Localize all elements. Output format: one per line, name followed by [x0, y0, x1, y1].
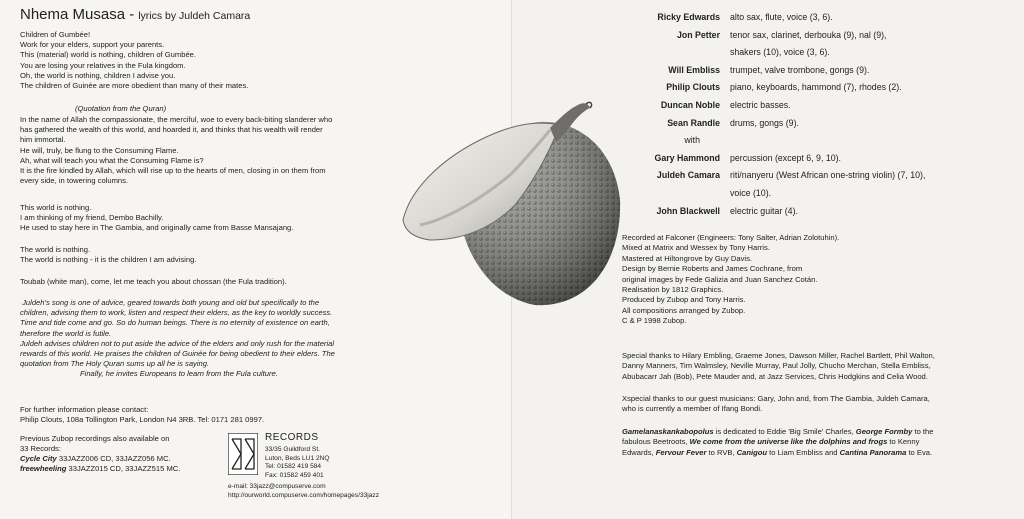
- credit-row: [620, 204, 1010, 222]
- musician-name: Ricky Edwards: [657, 12, 720, 22]
- special-thanks: Special thanks to Hilary Embling, Graeme Jones, Dawson Miller, Rachel Bartlett, Phil Walton, Danny Manners, Tim Walmsley, Neville Murray, Paul Jolly, Chucho Merchan, Stella Embliss, Abubacarr Jah (Bob), Pete Mauder and, at Jazz Services, Chris Hodgkins and Celia Wood.: [622, 351, 935, 381]
- album-catalog: 33JAZZ015 CD, 33JAZZ515 MC.: [66, 464, 181, 473]
- musician-name: John Blackwell: [656, 205, 720, 216]
- records-label: RECORDS: [265, 432, 319, 443]
- musician-role: shakers (10), voice (3, 6).: [730, 47, 830, 58]
- dedication-text: Edwards,: [622, 447, 656, 457]
- guest-thanks: Xspecial thanks to our guest musicians: Gary, John and, from The Gambia, Juldeh Camara, who is currently a member of Ifang Bondi.: [622, 394, 930, 414]
- musician-name: Gary Hammond: [654, 152, 720, 163]
- song-notes: Juldeh's song is one of advice, geared towards both young and old but specifically to the children, advising them to work, listen and respect their elders, as the key to worldly success. Time and tide come and go. So do human beings. There is no eternity of existence on earth, therefore the world is futile. Juldeh advises children not to put aside the advice of the elders and only rush for the material rewards of this world. He praises the children of Guinée for being obedient to their elders. The quotation from The Holy Quran sums up all he is saying.: [20, 298, 335, 369]
- album-catalog: 33JAZZ006 CD, 33JAZZ056 MC.: [56, 454, 171, 463]
- credit-row: [620, 80, 1010, 98]
- credit-row: [620, 28, 1010, 46]
- musician-role: electric guitar (4).: [730, 205, 798, 216]
- credit-row: [620, 116, 1010, 134]
- musician-role: percussion (except 6, 9, 10).: [730, 152, 841, 163]
- contact-address: Philip Clouts, 108a Tollington Park, London N4 3RB. Tel: 0171 281 0997.: [20, 415, 265, 424]
- musician-credits: [620, 10, 1010, 221]
- musician-name: Will Embliss: [668, 64, 720, 75]
- track-title: We come from the universe like the dolphins and frogs: [689, 437, 888, 447]
- credit-row: [620, 98, 1010, 116]
- credit-row: [620, 186, 1010, 204]
- previous-heading: Previous Zubop recordings also available on: [20, 434, 170, 443]
- credit-row: [620, 168, 1010, 186]
- 33-records-logo-icon: [228, 433, 258, 475]
- musician-role: voice (10).: [730, 187, 772, 198]
- musician-role: drums, gongs (9).: [730, 117, 799, 128]
- musician-name: Juldeh Camara: [656, 170, 720, 181]
- previous-item-2: [20, 464, 180, 474]
- records-address: 33/35 Guildford St. Luton, Beds LU1 2NQ Tel: 01582 419 584 Fax: 01582 459 401: [265, 446, 330, 479]
- contact-heading: For further information please contact:: [20, 405, 149, 414]
- musician-name: Philip Clouts: [666, 82, 720, 93]
- track-title: Canigou: [736, 447, 768, 457]
- title-text: Nhema Musasa -: [20, 6, 135, 23]
- dedications: [622, 427, 933, 458]
- quran-quote: In the name of Allah the compassionate, the merciful, woe to every back-biting slanderer who has gathered the wealth of this world, and hoarded it, and thinks that his wealth will render him immortal. He will, truly, be flung to the Consuming Flame. Ah, what will teach you what the Consuming Flame is? It is the fire kindled by Allah, which will rise up to the hearts of men, closing in on them from every side, in towering columns.: [20, 115, 333, 186]
- musician-name: Duncan Noble: [660, 99, 720, 110]
- musician-role: riti/nanyeru (West African one-string violin) (7, 10),: [730, 170, 926, 181]
- dedication-text: to Eva.: [906, 447, 933, 457]
- credit-row: [620, 133, 1010, 151]
- verse-1: Children of Gumbée! Work for your elders, support your parents. This (material) world is nothing, children of Gumbée. You are losing your relatives in the Fula kingdom. Oh, the world is nothing, children I advise you. The children of Guinée are more obedient than many of their mates.: [20, 30, 249, 91]
- musician-name: Jon Petter: [676, 29, 720, 40]
- track-title: Gamelanaskankabopolus: [622, 427, 714, 436]
- previous-label: 33 Records:: [20, 444, 61, 453]
- subtitle-text: lyrics by Juldeh Camara: [138, 10, 251, 22]
- dedication-text: to Kenny: [887, 437, 920, 447]
- song-title: [20, 6, 250, 24]
- credit-row: [620, 151, 1010, 169]
- quote-heading: (Quotation from the Quran): [75, 104, 167, 113]
- dedication-text: fabulous Beetroots,: [622, 437, 690, 447]
- production-credits: Recorded at Falconer (Engineers: Tony Salter, Adrian Zolotuhin). Mixed at Matrix and Wessex by Tony Harris. Mastered at Hiltongrove by Guy Davis. Design by Bernie Roberts and James Cochrane, from original images by Fede Galizia and Juan Sanchez Cotán. Realisation by 1812 Graphics. Produced by Zubop and Tony Harris. All compositions arranged by Zubop. C & P 1998 Zubop.: [622, 233, 840, 326]
- credit-row: [620, 10, 1010, 28]
- verse-3: The world is nothing. The world is nothing - it is the children I am advising.: [20, 245, 197, 265]
- credit-with: with: [684, 135, 700, 146]
- album-title: Cycle City: [20, 454, 57, 463]
- verse-2: This world is nothing. I am thinking of my friend, Dembo Bachilly. He used to stay here in The Gambia, and originally came from Basse Mansajang.: [20, 203, 294, 233]
- records-web: e-mail: 33jazz@compuserve.com http://ourworld.compuserve.com/homepages/33jazz: [228, 483, 379, 499]
- musician-role: trumpet, valve trombone, gongs (9).: [730, 64, 870, 75]
- credit-row: [620, 63, 1010, 81]
- previous-item-1: [20, 454, 171, 464]
- musician-role: electric basses.: [730, 99, 791, 110]
- dedication-text: is dedicated to Eddie 'Big Smile' Charles,: [713, 427, 856, 436]
- track-title: Cantina Panorama: [839, 447, 907, 457]
- musician-name: Sean Randle: [667, 117, 720, 128]
- musician-role: alto sax, flute, voice (3, 6).: [730, 12, 833, 22]
- musician-role: piano, keyboards, hammond (7), rhodes (2).: [730, 82, 902, 93]
- album-title: freewheeling: [20, 464, 67, 473]
- credit-row: [620, 45, 1010, 63]
- verse-4: Toubab (white man), come, let me teach you about chossan (the Fula tradition).: [20, 277, 287, 286]
- dedication-text: to RVB,: [706, 447, 737, 457]
- melon-illustration: [400, 80, 630, 315]
- song-notes-last: Finally, he invites Europeans to learn from the Fula culture.: [80, 369, 278, 378]
- dedication-text: to the: [912, 427, 934, 436]
- track-title: George Formby: [855, 427, 913, 436]
- musician-role: tenor sax, clarinet, derbouka (9), nal (9),: [730, 29, 887, 40]
- dedication-text: to Liam Embliss and: [767, 447, 840, 457]
- track-title: Fervour Fever: [655, 447, 707, 457]
